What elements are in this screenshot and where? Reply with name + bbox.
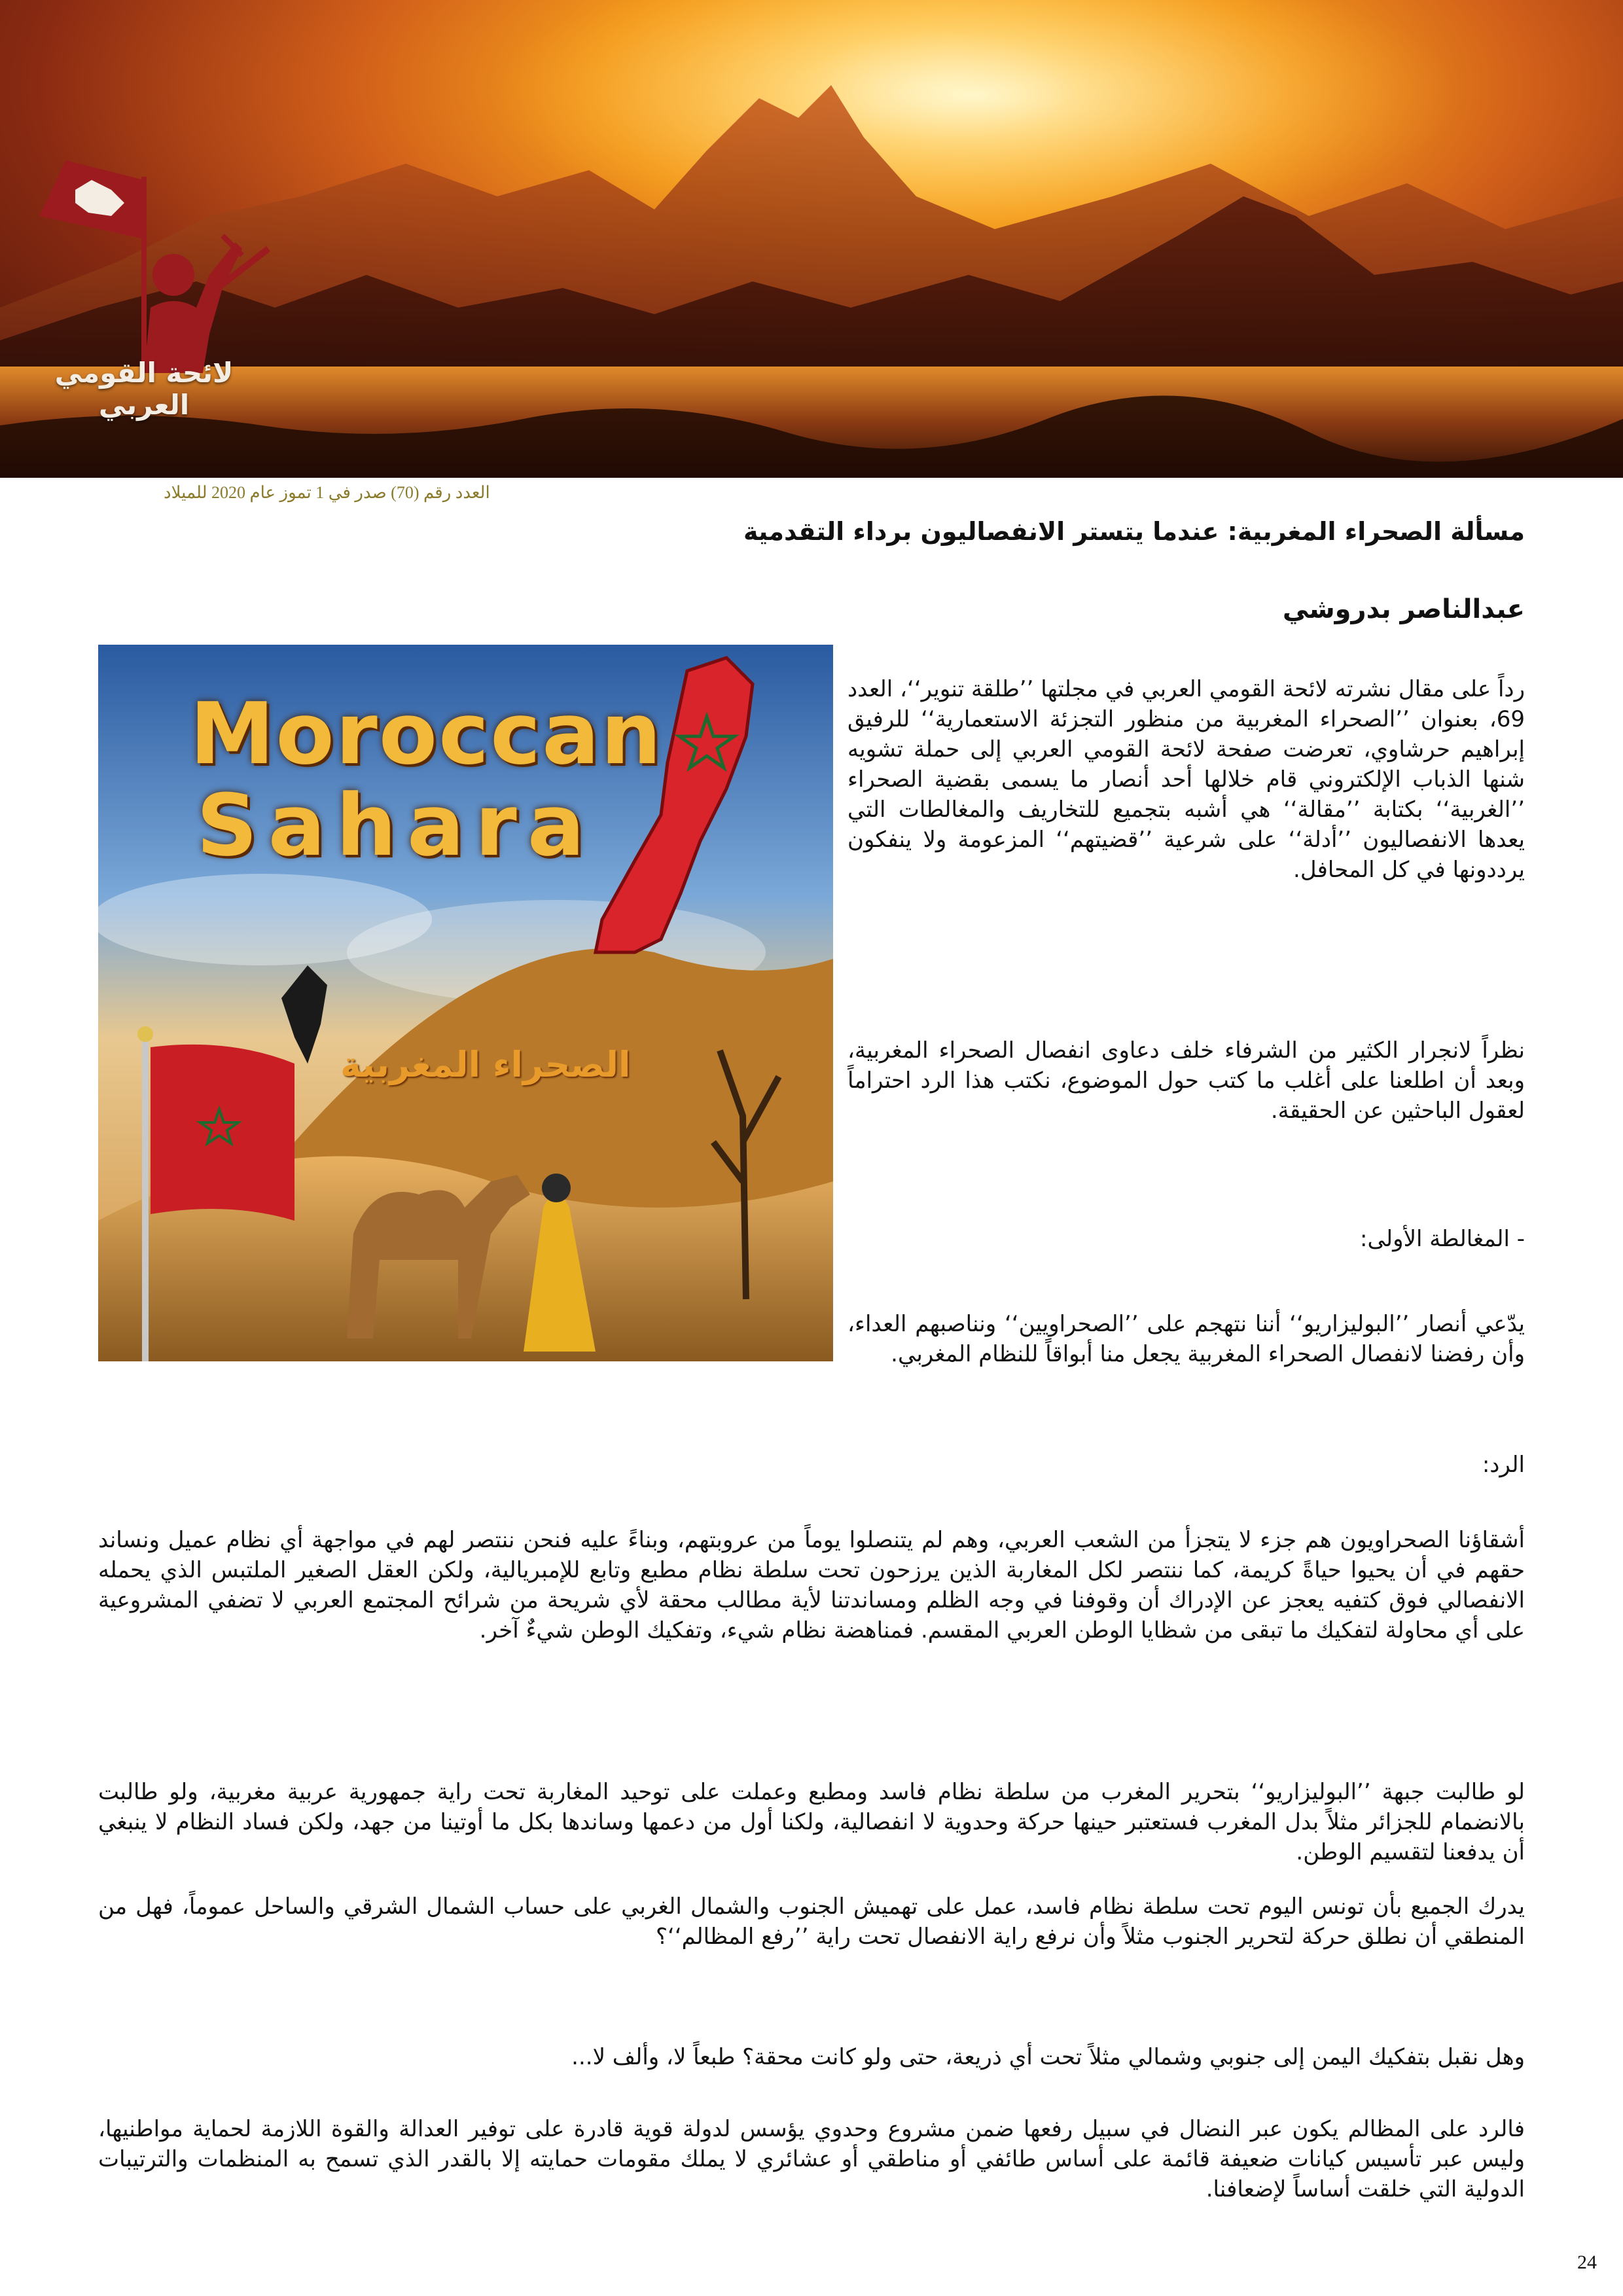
paragraph-purpose: نظراً لانجرار الكثير من الشرفاء خلف دعاوى انفصال الصحراء المغربية، وبعد أن اطلعنا على أغلب ما كتب حول الموضوع، نكتب هذا الرد احتراماً لعقول الباحثين عن الحقيقة. [847,1037,1525,1124]
article-image [98,645,833,1361]
subheading-first-fallacy: - المغالطة الأولى: [1360,1226,1525,1252]
paragraph-reply-2: لو طالبت جبهة ’’البوليزاريو‘‘ بتحرير المغرب من سلطة نظام فاسد ومطبع وعملت على توحيد المغاربة تحت راية جمهورية عربية مغربية، ولو طالبت بالانضمام للجزائر مثلاً بدل المغرب فستعتبر حينها حركة وحدوية لا انفصالية، ولكنا أول من دعمها وساندها بكل ما أوتينا من جهد، ولكن فساد النظام لا ينبغي أن يدفعنا لتقسيم الوطن. [98,1779,1525,1865]
article-title: مسألة الصحراء المغربية: عندما يتستر الانفصاليون برداء التقدمية [743,517,1525,546]
paragraph-reply-5: فالرد على المظالم يكون عبر النضال في سبيل رفعها ضمن مشروع وحدوي يؤسس لدولة قوية قادرة على توفير العدالة والقوة اللازمة لحماية مواطنيها، وليس عبر تأسيس كيانات ضعيفة قائمة على أساس طائفي أو مناطقي أو عشائري لا يملك مقومات حمايته إلا بالقدر الذي تسمح به المنظمات والترتيبات الدولية التي خلقت أساساً لإضعافنا. [98,2116,1525,2202]
paragraph-reply-3: يدرك الجميع بأن تونس اليوم تحت سلطة نظام فاسد، عمل على تهميش الجنوب والشمال الغربي على حساب الشمال الشرقي والساحل عموماً، فهل من المنطقي أن نطلق حركة لتحرير الجنوب مثلاً وأن نرفع راية الانفصال تحت راية ’’رفع المظالم‘‘؟ [98,1893,1525,1950]
image-title-line1: Moroccan [190,684,663,783]
issue-line: العدد رقم (70) صدر في 1 تموز عام 2020 للميلاد [164,483,490,502]
header-banner [0,0,1623,478]
page-number: 24 [1577,2251,1597,2273]
paragraph-claim: يدّعي أنصار ’’البوليزاريو‘‘ أننا نتهجم على ’’الصحراويين‘‘ ونناصبهم العداء، وأن رفضنا لانفصال الصحراء المغربية يجعل منا أبواقاً للنظام المغربي. [847,1311,1525,1367]
image-arabic-caption: الصحراء المغربية [340,1044,631,1085]
paragraph-reply-4: وهل نقبل بتفكيك اليمن إلى جنوبي وشمالي مثلاً تحت أي ذريعة، حتى ولو كانت محقة؟ طبعاً لا، وألف لا... [571,2044,1525,2070]
figure-head-icon [152,254,194,296]
image-title-line2: Sahara [196,776,596,875]
subheading-reply: الرد: [1482,1452,1525,1478]
paragraph-reply-1: أشقاؤنا الصحراويون هم جزء لا يتجزأ من الشعب العربي، وهم لم يتنصلوا يوماً من عروبتهم، وبناءً عليه فنحن ننتصر لهم في مواجهة أي نظام عميل ونساند حقهم في أن يحيوا حياةً كريمة، كما ننتصر لكل المغاربة الذين يرزحون تحت سلطة نظام مطبع وتابع للإمبريالية، ولكن العقل الصغير الملتبس الذي يحمله الانفصالي فوق كتفيه يعجز عن الإدراك أن وقوفنا في وجه الظلم ومساندتنا لأية مطالب محقة لأي شريحة من شرائح المجتمع العربي لا تضفي المشروعية على أي محاولة لتفكيك ما تبقى من شظايا الوطن العربي المقسم. فمناهضة نظام شيء، وتفكيك الوطن شيءٌ آخر. [98,1527,1525,1643]
moroccan-flag-icon [151,1045,294,1221]
logo-text: لائحة القومي العربي [54,357,234,421]
article-author: عبدالناصر بدروشي [1282,594,1525,624]
paragraph-intro: رداً على مقال نشرته لائحة القومي العربي في مجلتها ’’طلقة تنوير‘‘، العدد 69، بعنوان ’’الصحراء المغربية من منظور التجزئة الاستعمارية‘‘ للرفيق إبراهيم حرشاوي، تعرضت صفحة لائحة القومي العربي إلى حملة تشويه شنها الذباب الإلكتروني قام خلالها أحد أنصار ما يسمى بقضية الصحراء ’’الغربية‘‘ بكتابة ’’مقالة‘‘ هي أشبه بتجميع للتخاريف والمغالطات التي يعدها الانفصاليون ’’أدلة‘‘ على شرعية ’’قضيتهم‘‘ المزعومة ولا ينفكون يرددونها في كل المحافل. [847,676,1525,883]
